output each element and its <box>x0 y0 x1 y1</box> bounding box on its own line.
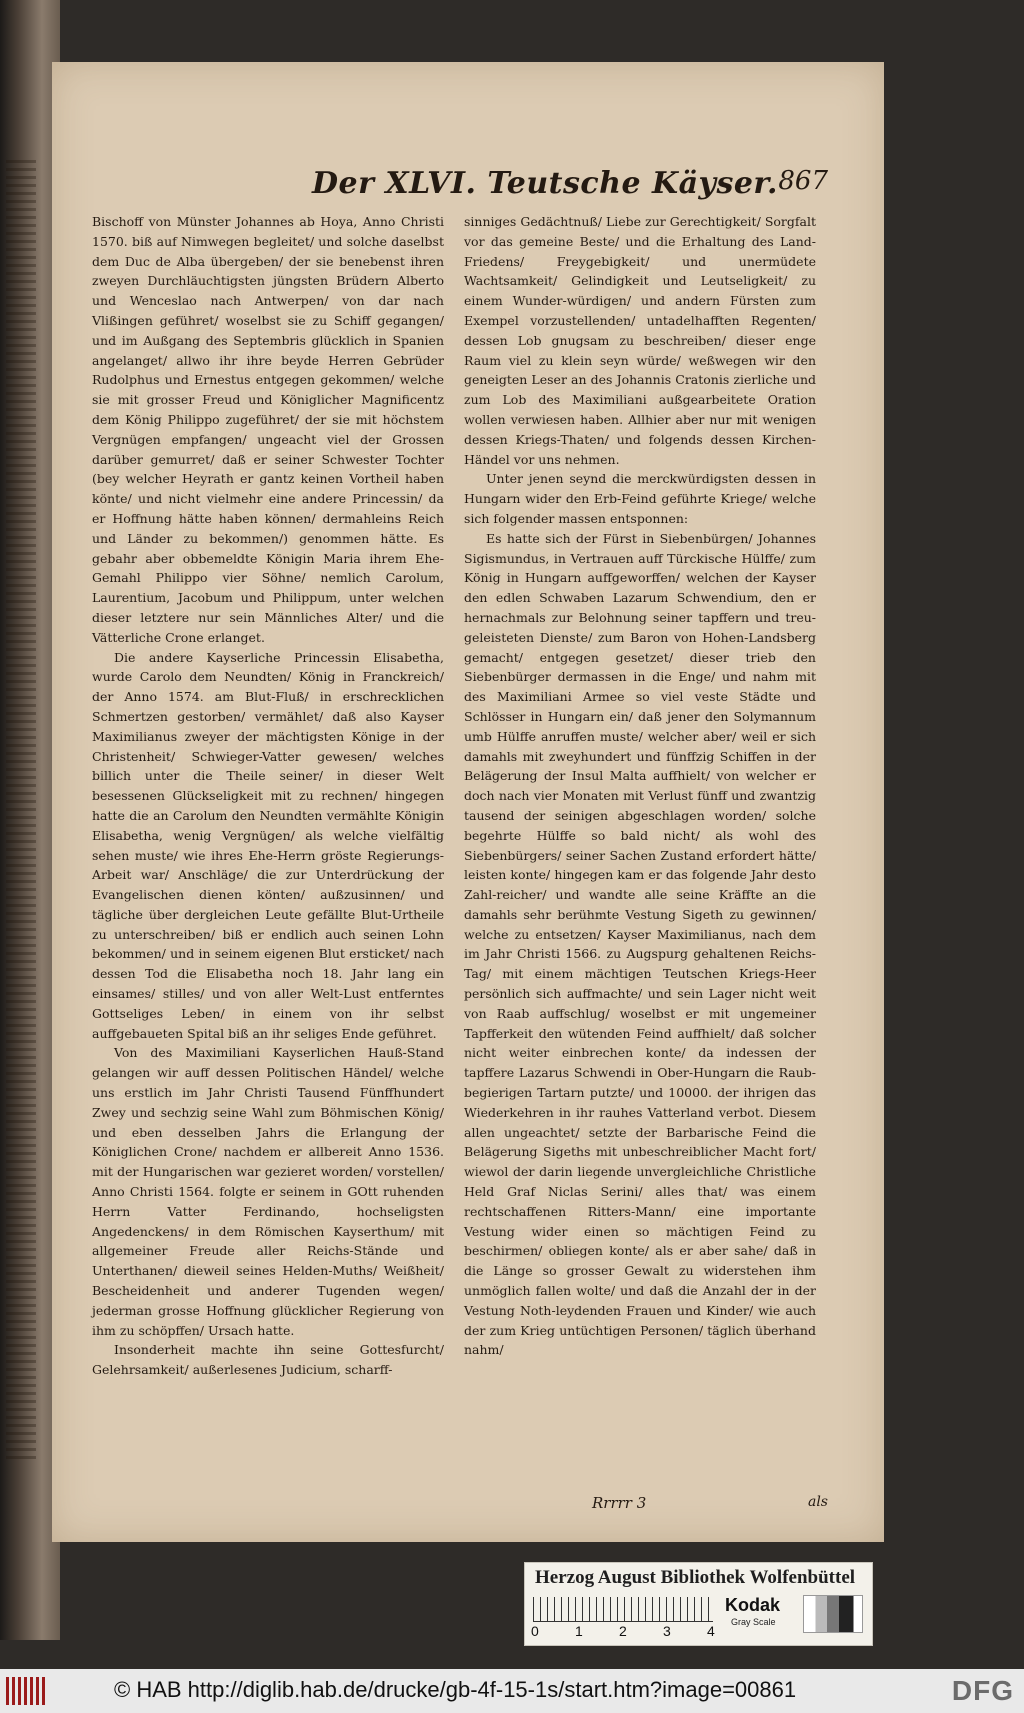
page-number: 867 <box>778 166 828 196</box>
right-column <box>464 212 816 1360</box>
ruler-number: 1 <box>575 1623 583 1639</box>
hab-logo-icon <box>6 1677 46 1705</box>
running-head <box>92 162 832 202</box>
facing-page-edge <box>6 160 36 1460</box>
book-page <box>52 62 884 1542</box>
left-column <box>92 212 444 1380</box>
paragraph: Die andere Kayserliche Princessin Elisabetha, wurde Carolo dem Neundten/ König in Franckreich/ der Anno 1574. am Blut-Fluß/ in erschrecklichen Schmertzen gestorben/ vermählet/ daß also Kayser Maximilianus zweyer der mächtigsten Könige in der Christenheit/ Schwieger-Vatter gewesen/ welches billich unter die Theile seiner/ in dieser Welt besessenen Glückseligkeit mit zu rechnen/ hingegen hatte die an Carolum den Neundten vermählte Königin Elisabetha, wenig Vergnügen/ als welche vielfältig sehen muste/ wie ihres Ehe-Herrn gröste Regierungs-Arbeit war/ Anschläge/ die zur Unterdrückung der Evangelischen dienen könten/ außzusinnen/ und tägliche über dergleichen Leute gefällte Blut-Urtheile zu unterschreiben/ biß er endlich auch seinen Lohn bekommen/ und in seinem eigenen Blut ersticket/ nach dessen Tod die Elisabetha noch 18. Jahr lang ein einsames/ stilles/ und von aller Welt-Lust entferntes Gottseliges Leben/ in einem von ihr selbst auffgebaueten Spital biß an ihr seliges Ende geführet. <box>92 649 444 1041</box>
paragraph: sinniges Gedächtnuß/ Liebe zur Gerechtigkeit/ Sorgfalt vor das gemeine Beste/ und die Erhaltung des Land-Friedens/ Freygebigkeit/ und unermüdete Wachtsamkeit/ Gelindigkeit und Leutseligkeit/ zu einem Wunder-würdigen/ und andern Fürsten zum Exempel vorzustellenden/ untadelhafften Regenten/ dessen Lob gnugsam zu beschreiben/ dieser enge Raum viel zu klein seyn würde/ weßwegen wir den geneigten Leser an des Johannis Cratonis zierliche und zum Lob des Maximiliani außgearbeitete Oration wollen verwiesen haben. Allhier aber nur mit wenigen dessen Kriegs-Thaten/ und folgends dessen Kirchen-Händel vor uns nehmen. <box>464 214 816 467</box>
running-title: Der XLVI. Teutsche Käyser. <box>312 166 778 201</box>
paragraph: Bischoff von Münster Johannes ab Hoya, Anno Christi 1570. biß auf Nimwegen begleitet/ und solche daselbst dem Duc de Alba übergeben/ der sie benebenst ihren zweyen Durchläuchtigsten jüngsten Brüdern Alberto und Wenceslao nach Antwerpen/ von dar nach Vlißingen geführet/ woselbst sie zu Schiff gegangen/ und im Außgang des Septembris glücklich in Spanien angelanget/ allwo ihr ihre beyde Herren Gebrüder Rudolphus und Ernestus entgegen gekommen/ welche sie mit grosser Freud und Königlicher Magnificentz dem König Philippo zugeführet/ der sie mit höchstem Vergnügen empfangen/ ungeacht viel der Grossen darüber gemurret/ daß er seiner Schwester Tochter (bey welcher Heyrath er gantz keinen Vortheil haben könte/ und nicht vielmehr eine andere Princessin/ da er Hoffnung hätte haben können/ dermahleins Reich und Länder zu bekommen/) genommen hätte. Es gebahr aber obbemeldte Königin Maria ihrem Ehe-Gemahl Philippo vier Söhne/ nemlich Carolum, Laurentium, Jacobum und Philippum, unter welchen dieser letztere nur sein Männliches Alter/ und die Vätterliche Crone erlanget. <box>92 214 444 645</box>
kodak-logo: Kodak <box>725 1595 781 1615</box>
signature-mark: Rrrrr 3 <box>592 1494 647 1512</box>
dfg-logo: DFG <box>951 1675 1014 1706</box>
paragraph: Es hatte sich der Fürst in Siebenbürgen/ Johannes Sigismundus, in Vertrauen auff Türckische Hülffe/ zum König in Hungarn auffgeworffen/ welchen der Kayser den edlen Schwaben Lazarum Schwendium, den er hernachmals zur Belohnung seiner tapffern und treu-geleisteten Dienste/ zum Baron von Hohen-Landsberg gemacht/ entgegen gesetzet/ dieser trieb den Siebenbürger dermassen in die Enge/ und nahm mit des Maximiliani Armee so viel veste Städte und Schlösser in Hungarn ein/ daß jener den Solymannum umb Hülffe anruffen muste/ welcher aber/ weil er sich damahls mit zweyhundert und fünffzig Schiffen in der Belägerung der Insul Malta auffhielt/ von welcher er doch nach vier Monaten mit Verlust fünff und zwantzig tausend der seinigen abgeschlagen worden/ solche begehrte Hülffe so bald nicht/ als wohl des Siebenbürgers/ seiner Sachen Zustand erfordert hätte/ leisten konte/ hingegen kam er das folgende Jahr desto Zahl-reicher/ und wandte alle seine Kräffte an die damahls sehr berühmte Vestung Sigeth zu gewinnen/ welche zu entsetzen/ Kayser Maximilianus, nach dem im Jahr Christi 1566. zu Augspurg gehaltenen Reichs-Tag/ mit einem mächtigen Teutschen Kriegs-Heer persönlich sich auffmachte/ und sein Lager nicht weit von Raab auffschlug/ woselbst er mit ungemeiner Tapfferkeit den wütenden Feind auffhielt/ daß solcher nicht weiter einbrechen konte/ da indessen der tapffere Lazarus Schwendi in Ober-Hungarn die Raub-begierigen Tartarn putzte/ und 10000. der ihrigen das Wiederkehren in ihr rauhes Vatterland verbot. Diesem allen ungeachtet/ setzte der Barbarische Feind die Belägerung Sigeths mit unbeschreiblicher Macht fort/ wiewol der darin liegende unvergleichliche Christliche Held Graf Niclas Serini/ alles that/ was einem rechtschaffenen Ritters-Mann/ eine importante Vestung wider einen so mächtigen Feind zu beschirmen/ obliegen konte/ als er aber sahe/ daß in die Länge so grosser Gewalt zu widerstehen ihm unmöglich fallen wolte/ und daß die Anzahl der in der Vestung Noth-leydenden Frauen und Kinder/ wie auch der zum Krieg untüchtigen Personen/ täglich überhand nahm/ <box>464 530 816 1358</box>
ruler-number: 4 <box>707 1623 715 1639</box>
scale-ruler <box>533 1597 713 1622</box>
page-content <box>92 162 832 1512</box>
gray-scale-label: Gray Scale <box>731 1617 776 1627</box>
book-left-edge <box>0 0 60 1640</box>
ruler-number: 3 <box>663 1623 671 1639</box>
paragraph: Von des Maximiliani Kayserlichen Hauß-Stand gelangen wir auff dessen Politischen Händel/ welche uns erstlich im Jahr Christi Tausend Fünffhundert Zwey und sechzig seine Wahl zum Böhmischen König/ und eben desselben Jahrs die Erlangung der Königlichen Crone/ nachdem er allbereit Anno 1536. mit der Hungarischen war gezieret worden/ vorstellen/ Anno Christi 1564. folgte er seinem in GOtt ruhenden Herrn Vatter Ferdinando, hochseligsten Angedenckens/ in dem Römischen Kayserthum/ mit allgemeiner Freude aller Reichs-Stände und Unterthanen/ dieweil seines Helden-Muths/ Weißheit/ Bescheidenheit und anderer Tugenden wegen/ jederman grosse Hoffnung glücklicher Regierung von ihm zu schöpffen/ Ursach hatte. <box>92 1045 444 1338</box>
paragraph: Unter jenen seynd die merckwürdigsten dessen in Hungarn wider den Erb-Feind geführte Kriege/ welche sich folgender massen entsponnen: <box>464 471 816 526</box>
library-color-card <box>524 1562 873 1646</box>
paragraph: Insonderheit machte ihn seine Gottesfurcht/ Gelehrsamkeit/ außerlesenes Judicium, scharff- <box>92 1342 444 1378</box>
footer-bar <box>0 1669 1024 1713</box>
footer-url[interactable]: © HAB http://diglib.hab.de/drucke/gb-4f-15-1s/start.htm?image=00861 <box>114 1677 797 1702</box>
ruler-number: 0 <box>531 1623 539 1639</box>
library-name: Herzog August Bibliothek Wolfenbüttel <box>535 1567 856 1588</box>
catchword: als <box>807 1494 828 1510</box>
ruler-number: 2 <box>619 1623 627 1639</box>
gray-scale-chip <box>803 1595 863 1633</box>
